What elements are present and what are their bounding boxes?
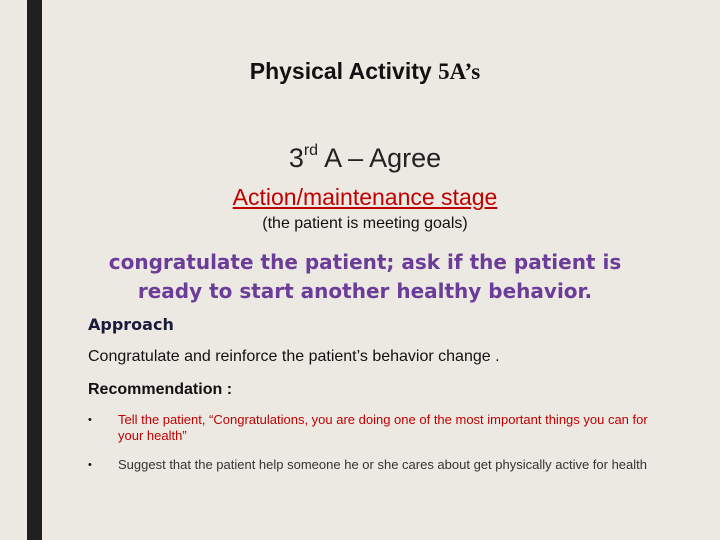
bullet-text: Tell the patient, “Congratulations, you are doing one of the most important things you can for your health”	[118, 412, 648, 443]
slide-title	[0, 58, 720, 85]
approach-text: Congratulate and reinforce the patient’s behavior change .	[88, 348, 500, 365]
slide-subtitle	[0, 143, 720, 174]
bullet-text: Suggest that the patient help someone he or she cares about get physically active for health	[118, 457, 648, 472]
bullet-icon: •	[88, 414, 92, 426]
subtitle-superscript: rd	[303, 142, 319, 159]
goals-note: (the patient is meeting goals)	[262, 215, 468, 232]
recommendation-list	[88, 412, 648, 486]
subtitle-text: A – Agree	[318, 143, 442, 173]
recommendation-label: Recommendation :	[88, 381, 233, 398]
bullet-icon: •	[88, 459, 92, 471]
stage-heading: Action/maintenance stage	[232, 184, 498, 210]
title-5as: 5A’s	[438, 59, 481, 84]
subtitle-number: 3	[288, 143, 304, 173]
title-main: Physical Activity	[249, 58, 439, 84]
list-item	[88, 457, 648, 473]
congratulate-message: congratulate the patient; ask if the patient is ready to start another healthy behavior.	[108, 250, 622, 303]
list-item	[88, 412, 648, 444]
approach-label: Approach	[88, 315, 174, 334]
